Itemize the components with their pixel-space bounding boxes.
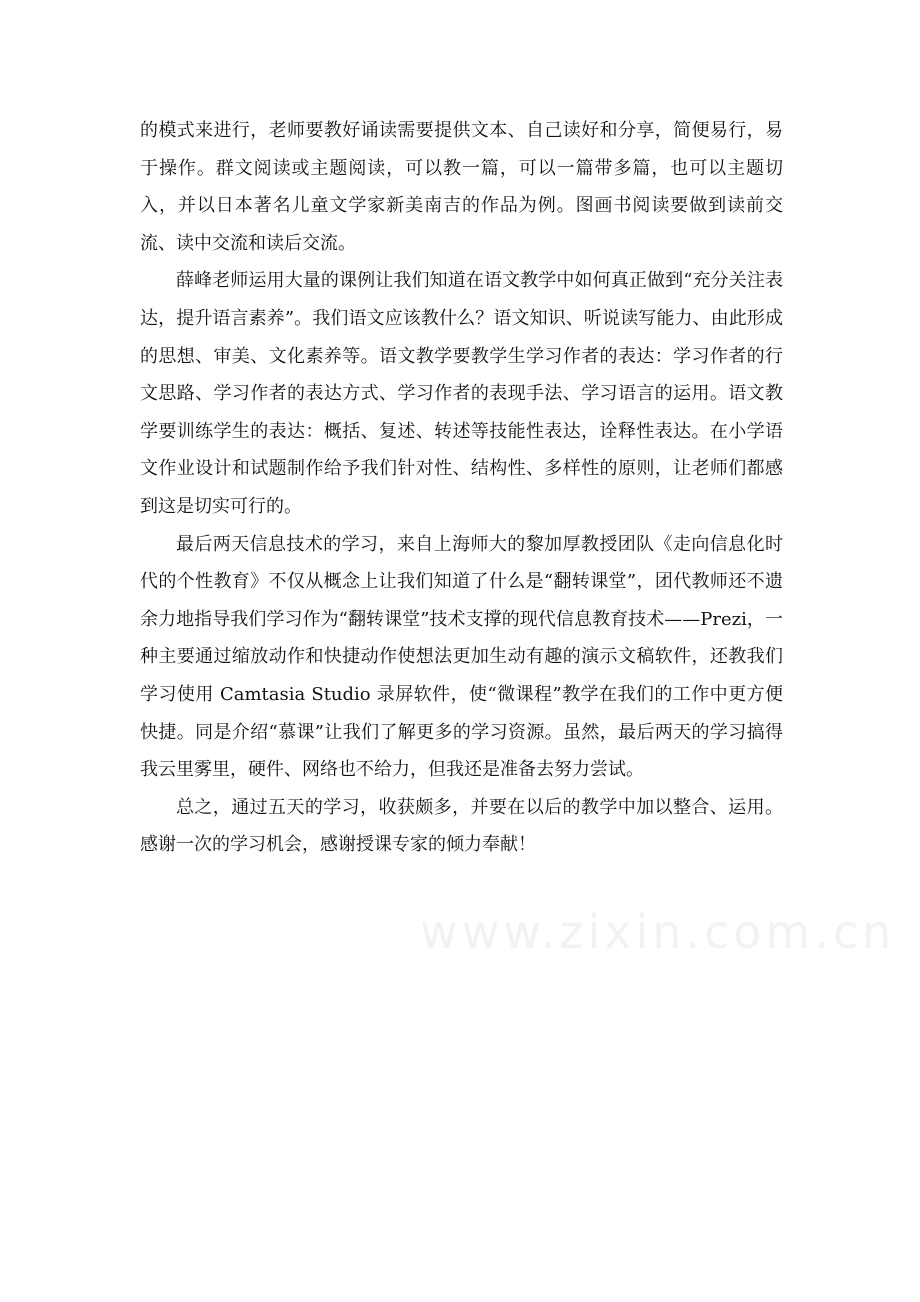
watermark-text: www.zixin.com.cn [420, 905, 896, 959]
paragraph-conclusion: 总之，通过五天的学习，收获颇多，并要在以后的教学中加以整合、运用。感谢一次的学习机会，感谢授课专家的倾力奉献！ [140, 796, 783, 856]
document-body [140, 112, 783, 864]
paragraph-continued: 的模式来进行，老师要教好诵读需要提供文本、自己读好和分享，简便易行，易于操作。群文阅读或主题阅读，可以教一篇，可以一篇带多篇，也可以主题切入，并以日本著名儿童文学家新美南吉的作品为例。图画书阅读要做到读前交流、读中交流和读后交流。 [140, 120, 783, 254]
paragraph-chinese-teaching: 薛峰老师运用大量的课例让我们知道在语文教学中如何真正做到“充分关注表达，提升语言素养”。我们语文应该教什么？语文知识、听说读写能力、由此形成的思想、审美、文化素养等。语文教学要教学生学习作者的表达：学习作者的行文思路、学习作者的表达方式、学习作者的表现手法、学习语言的运用。语文教学要训练学生的表达：概括、复述、转述等技能性表达，诠释性表达。在小学语文作业设计和试题制作给予我们针对性、结构性、多样性的原则，让老师们都感到这是切实可行的。 [140, 270, 783, 517]
paragraph-information-technology: 最后两天信息技术的学习，来自上海师大的黎加厚教授团队《走向信息化时代的个性教育》不仅从概念上让我们知道了什么是“翻转课堂”，团代教师还不遗余力地指导我们学习作为“翻转课堂”技术支撑的现代信息教育技术——Prezi，一种主要通过缩放动作和快捷动作使想法更加生动有趣的演示文稿软件，还教我们学习使用 Camtasia Studio 录屏软件，使“微课程”教学在我们的工作中更方便快捷。同是介绍“慕课”让我们了解更多的学习资源。虽然，最后两天的学习搞得我云里雾里，硬件、网络也不给力，但我还是准备去努力尝试。 [140, 533, 783, 781]
